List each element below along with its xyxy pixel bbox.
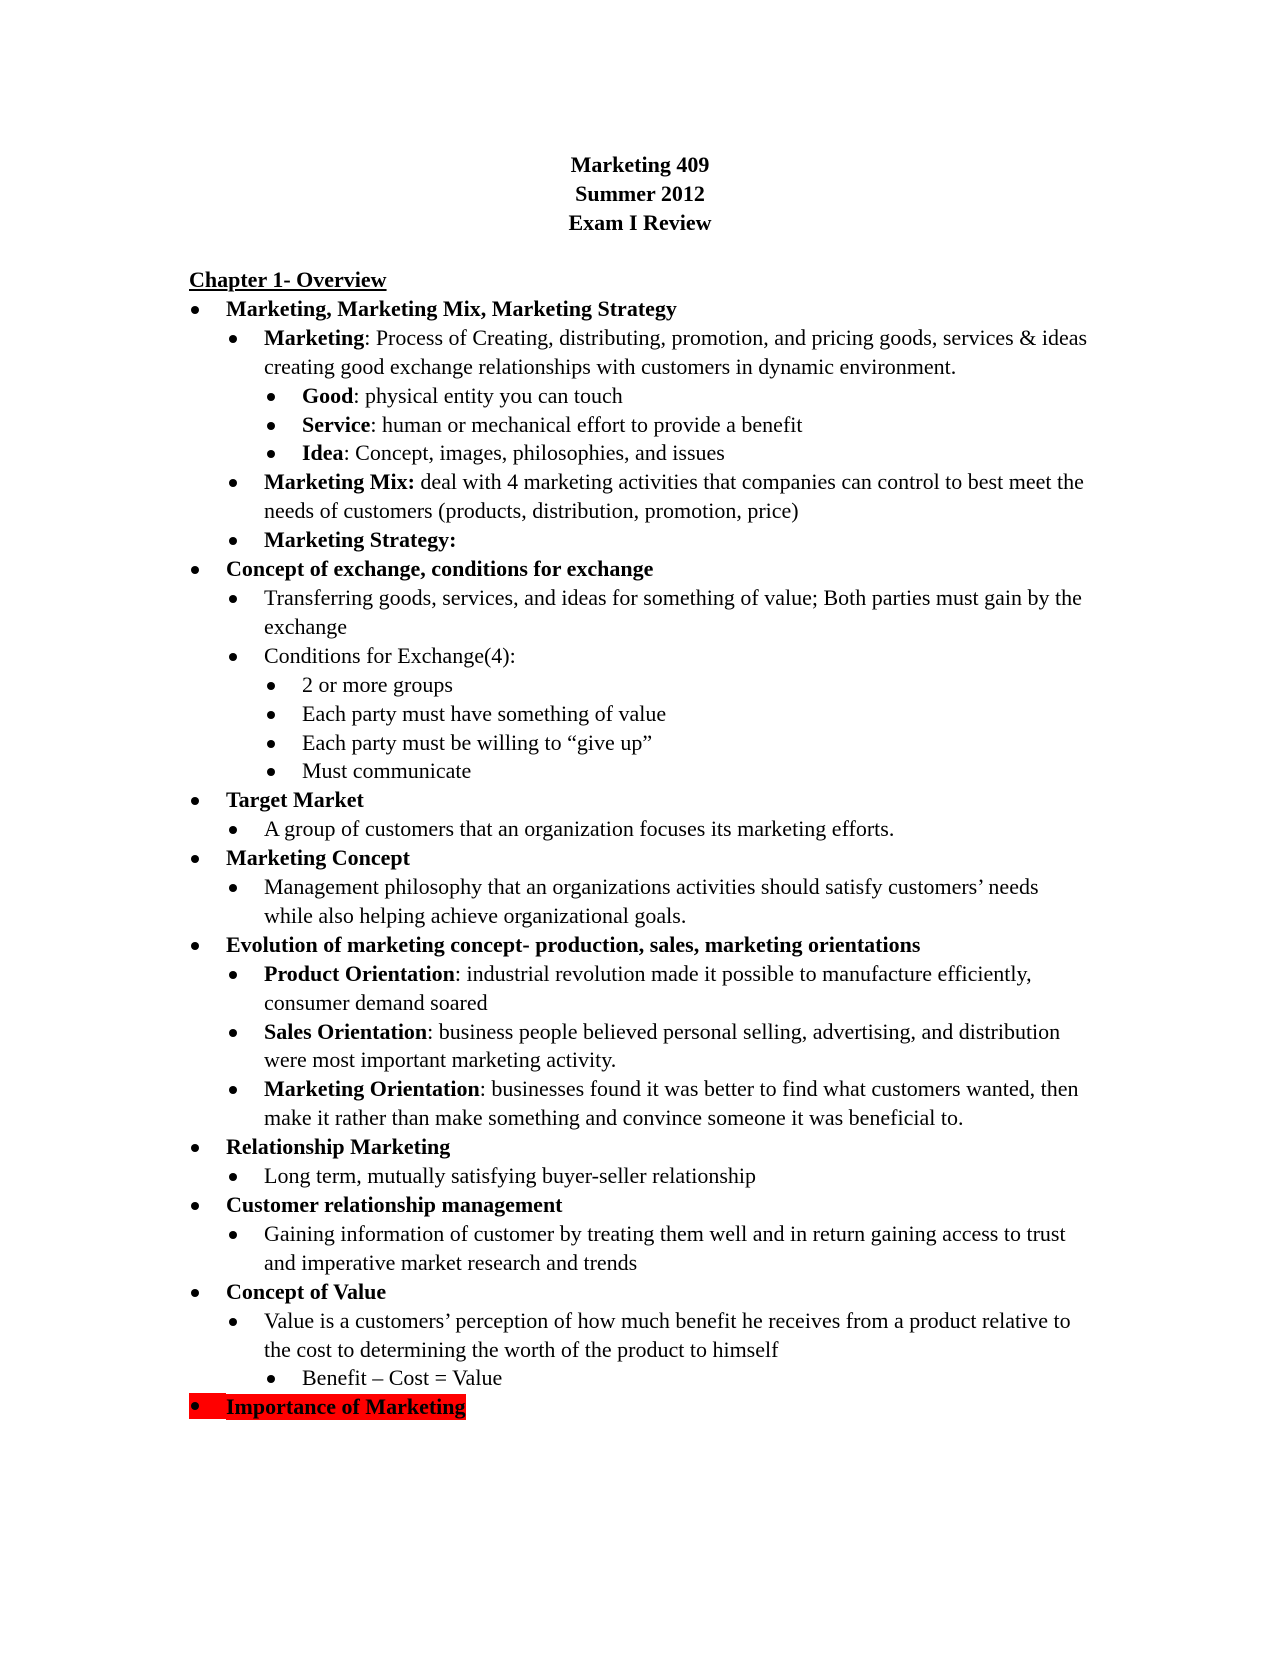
outline-item-level-2: [189, 584, 1089, 642]
course-title: Marketing 409: [570, 152, 710, 177]
term-title: Summer 2012: [575, 181, 705, 206]
outline-item-level-2: [189, 526, 1089, 555]
item-term: Marketing Concept: [226, 845, 410, 871]
item-text: Management philosophy that an organizations activities should satisfy customers’ needs while also helping achieve organizational goals.: [264, 874, 1039, 928]
outline-item-level-3: [189, 439, 1089, 468]
outline-item-level-3: [189, 729, 1089, 758]
item-text: : industrial revolution made it possible to manufacture efficiently, consumer demand soared: [264, 960, 1032, 1015]
document-body: [189, 266, 1089, 1422]
outline-item-level-3: [189, 1364, 1089, 1393]
item-text: Each party must have something of value: [302, 700, 667, 726]
outline-item-level-1: [189, 1191, 1089, 1220]
item-term: Service: [302, 411, 371, 437]
outline-item-level-1: [189, 786, 1089, 815]
highlighted-bullet: [189, 1393, 226, 1419]
outline-item-level-3: [189, 411, 1089, 440]
item-term: Concept of Value: [226, 1278, 387, 1304]
outline-item-level-1: [189, 931, 1089, 960]
outline-item-level-3: [189, 671, 1089, 700]
outline-item-level-2: [189, 960, 1089, 1018]
outline-item-level-1: [189, 1133, 1089, 1162]
outline-item-level-2: [189, 1307, 1089, 1365]
item-term: Customer relationship management: [226, 1192, 563, 1217]
item-text: : businesses found it was better to find what customers wanted, then make it rather than make something and convince someone it was beneficial to.: [264, 1076, 1079, 1131]
item-term: Concept of exchange, conditions for exchange: [226, 556, 654, 582]
item-text: : business people believed personal selling, advertising, and distribution were most important marketing activity.: [264, 1018, 1061, 1073]
outline-item-level-1: [189, 1278, 1089, 1307]
item-term: Marketing Orientation: [264, 1076, 480, 1102]
item-text: Transferring goods, services, and ideas for something of value; Both parties must gain by the exchange: [264, 584, 1082, 639]
outline-item-level-2: [189, 1018, 1089, 1076]
outline-item-level-2: [189, 1162, 1089, 1191]
item-text: Benefit – Cost = Value: [302, 1365, 503, 1391]
outline-item-level-2: [189, 1220, 1089, 1278]
item-term: Good: [302, 382, 354, 408]
item-term: Marketing: [264, 324, 365, 350]
item-term: Marketing, Marketing Mix, Marketing Strategy: [226, 295, 677, 321]
item-text: : physical entity you can touch: [353, 382, 623, 408]
item-text: : human or mechanical effort to provide a benefit: [370, 411, 803, 437]
item-term: Product Orientation: [264, 960, 455, 986]
outline-item-level-1: [189, 295, 1089, 324]
item-text: Value is a customers’ perception of how much benefit he receives from a product relative to the cost to determining the worth of the product to himself: [264, 1307, 1071, 1362]
outline-list: [189, 295, 1089, 1422]
chapter-heading: Chapter 1- Overview: [189, 267, 387, 292]
item-term: Evolution of marketing concept- production, sales, marketing orientations: [226, 931, 921, 957]
highlighted-outline-item: [189, 1393, 1089, 1422]
outline-item-level-3: [189, 382, 1089, 411]
outline-item-level-3: [189, 700, 1089, 729]
item-text: Each party must be willing to “give up”: [302, 729, 653, 755]
item-text: : Process of Creating, distributing, promotion, and pricing goods, services & ideas creating good exchange relationships with customers in dynamic environment.: [264, 324, 1088, 379]
outline-item-level-2: [189, 1075, 1089, 1133]
outline-item-level-2: [189, 873, 1089, 931]
outline-item-level-2: [189, 468, 1089, 526]
outline-item-level-1: [189, 555, 1089, 584]
outline-item-level-1: [189, 844, 1089, 873]
item-term: Relationship Marketing: [226, 1134, 451, 1160]
item-term: Marketing Mix:: [264, 469, 415, 495]
item-term: Sales Orientation: [264, 1018, 428, 1044]
exam-title: Exam I Review: [568, 210, 712, 235]
item-text: : Concept, images, philosophies, and issues: [343, 440, 725, 466]
highlighted-item-text: Importance of Marketing: [226, 1394, 466, 1420]
item-text: Long term, mutually satisfying buyer-seller relationship: [264, 1163, 757, 1189]
item-text: A group of customers that an organization focuses its marketing efforts.: [264, 816, 895, 842]
item-text: Must communicate: [302, 758, 472, 784]
item-term: Idea: [302, 440, 344, 466]
item-text: Conditions for Exchange(4):: [264, 642, 516, 668]
item-text: Gaining information of customer by treating them well and in return gaining access to trust and imperative market research and trends: [264, 1220, 1066, 1275]
item-text: 2 or more groups: [302, 671, 453, 697]
item-term: Marketing Strategy:: [264, 527, 457, 553]
outline-item-level-2: [189, 815, 1089, 844]
document-header: [0, 150, 1280, 237]
item-text: deal with 4 marketing activities that companies can control to best meet the needs of customers (products, distribution, promotion, price): [264, 469, 1084, 524]
outline-item-level-2: [189, 324, 1089, 382]
outline-item-level-3: [189, 757, 1089, 786]
outline-item-level-2: [189, 642, 1089, 671]
item-term: Target Market: [226, 787, 364, 813]
